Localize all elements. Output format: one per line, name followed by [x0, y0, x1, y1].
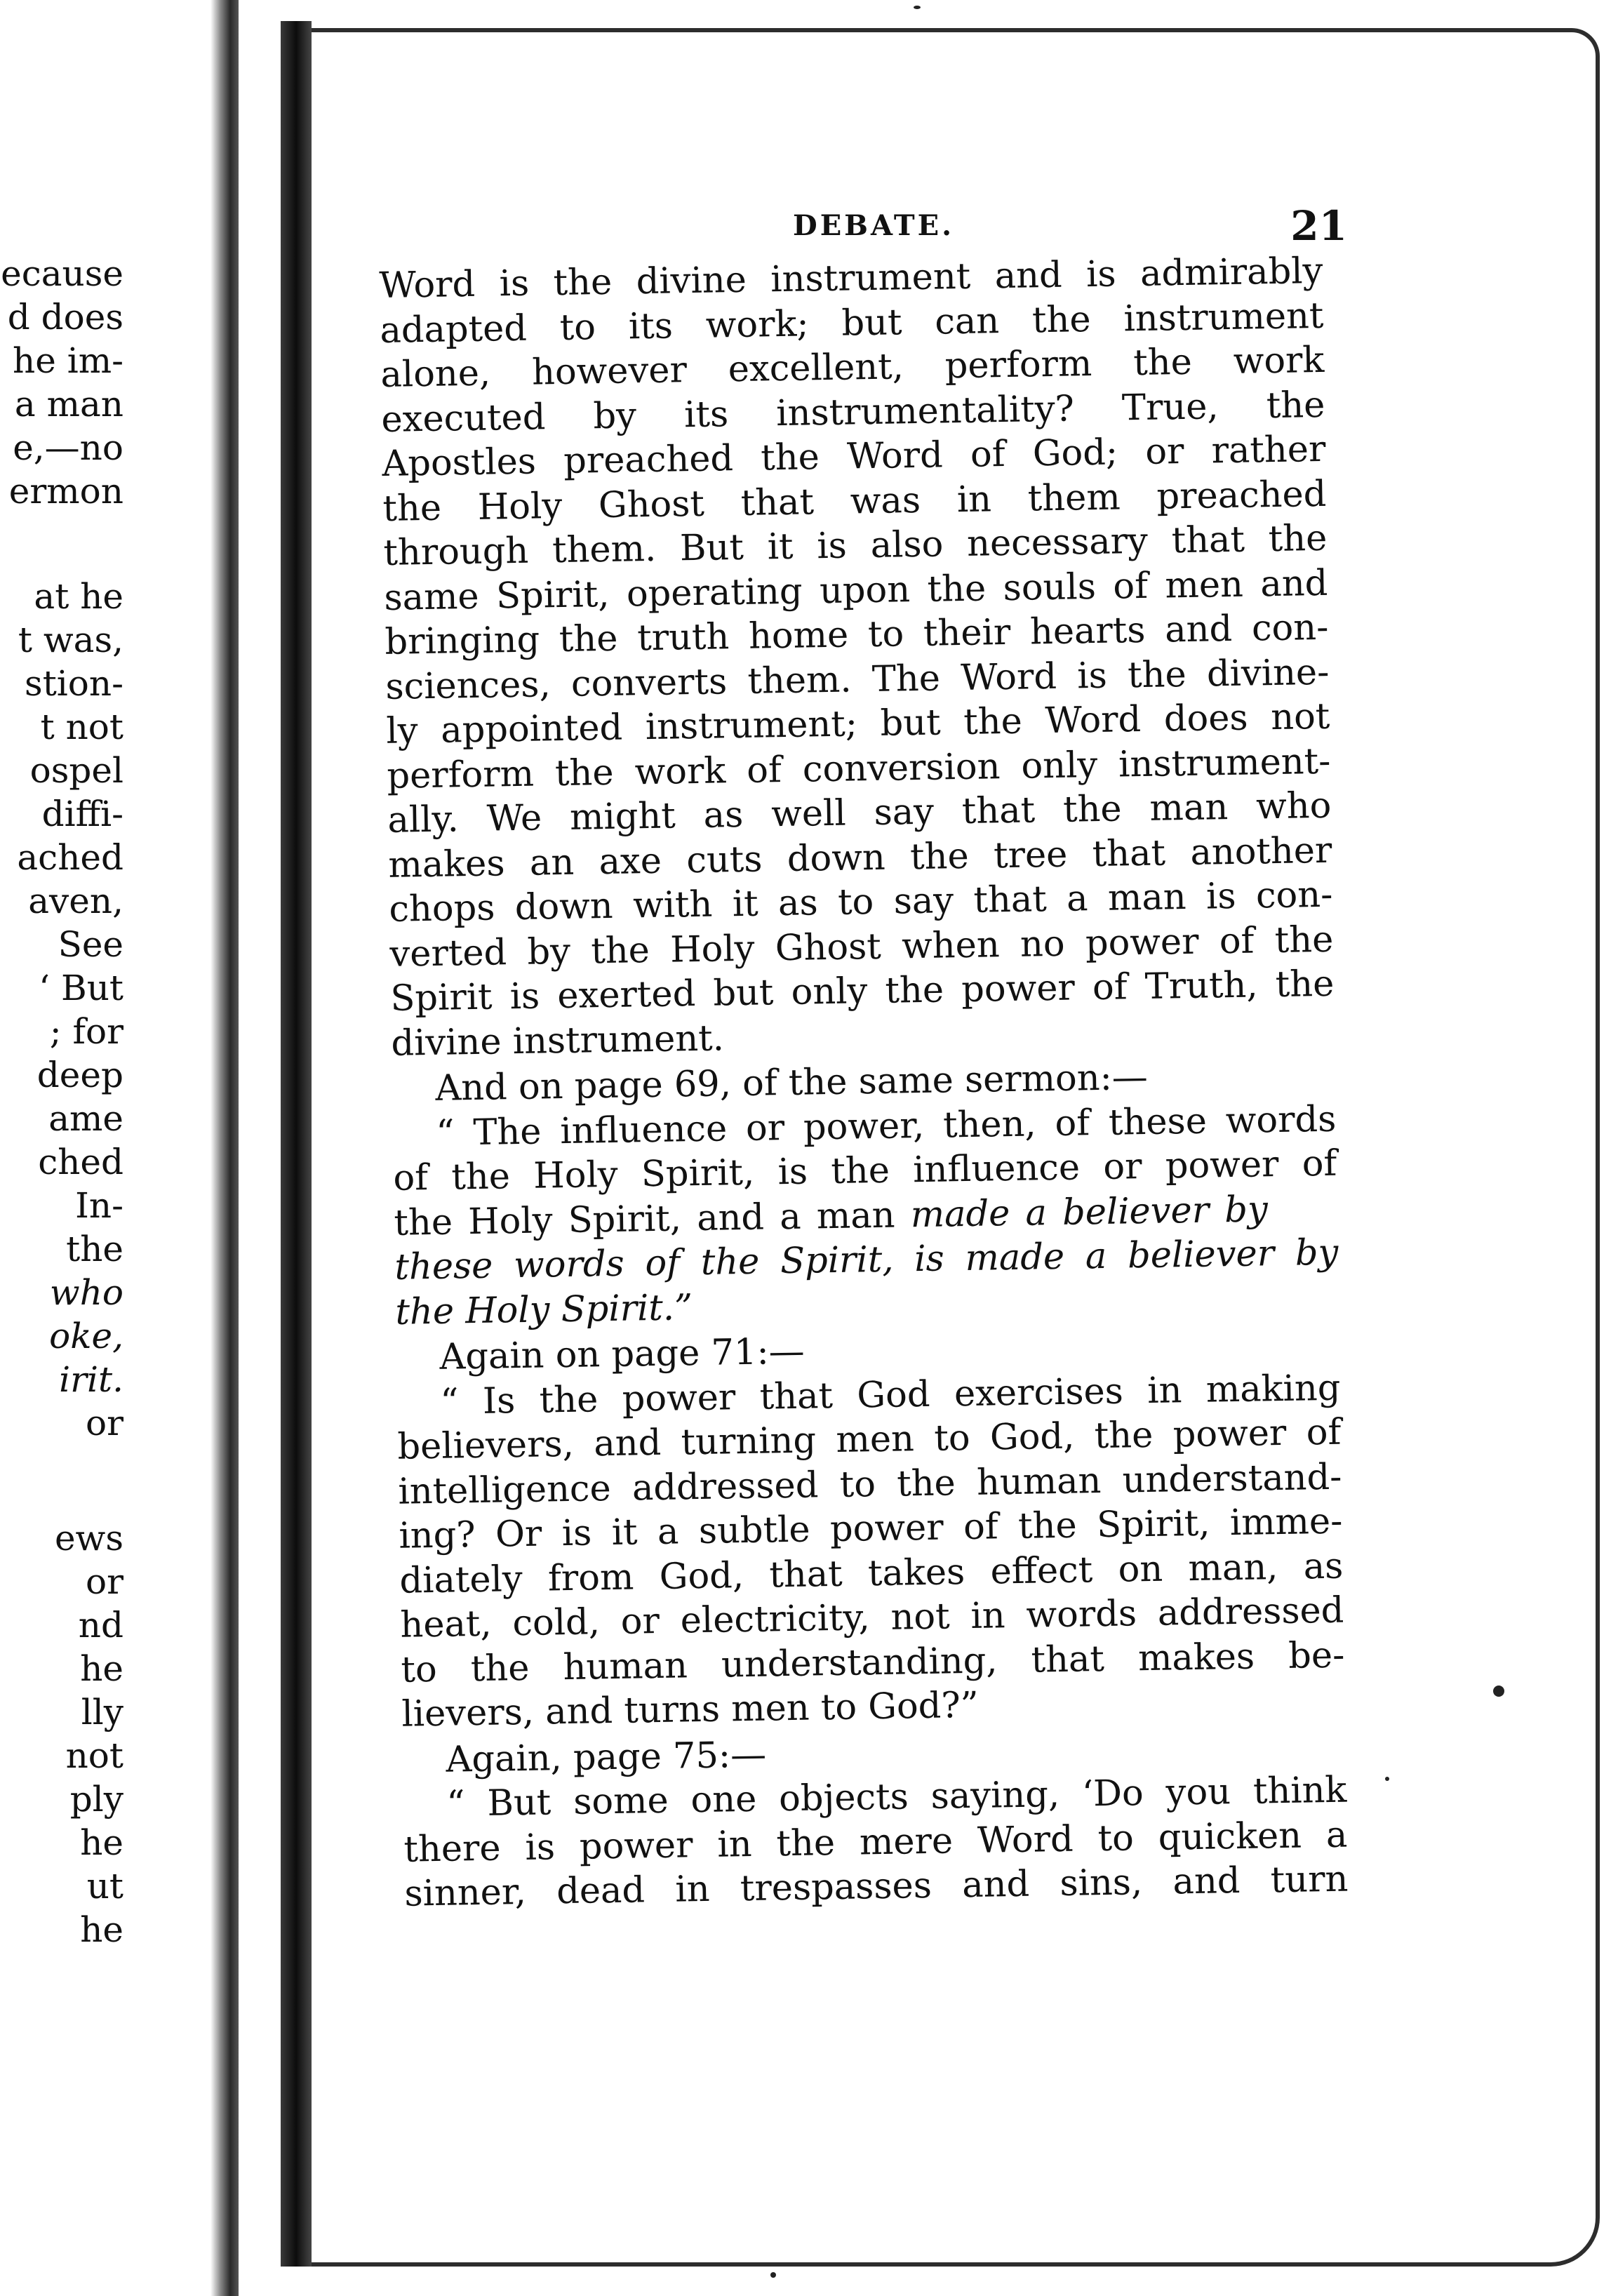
- left-page-fragment: stion-: [25, 663, 123, 704]
- left-facing-page: [0, 211, 140, 2035]
- quote-line: “ Is the power that God exercises in making: [440, 1367, 1341, 1423]
- left-page-fragment: ecause: [1, 253, 123, 294]
- left-page-fragment: ame: [48, 1098, 123, 1139]
- quote-line: “ The influence or power, then, of these words: [436, 1098, 1337, 1154]
- text-line: executed by its instrumentality? True, the: [381, 384, 1325, 441]
- left-page-fragment: ; for: [49, 1011, 123, 1052]
- book-spine-gutter: [281, 21, 312, 2267]
- left-page-fragment: ut: [86, 1866, 123, 1907]
- left-page-fragment: or: [85, 1561, 123, 1602]
- quote-line: sinner, dead in trespasses and sins, and turn: [404, 1858, 1349, 1915]
- quote-line: diately from God, that takes effect on man, as: [399, 1545, 1344, 1602]
- quote-segment: the Holy Spirit, and a man: [394, 1194, 895, 1244]
- text-line: chops down with it as to say that a man is con-: [388, 874, 1333, 930]
- text-line: alone, however excellent, perform the work: [380, 339, 1325, 396]
- left-page-fragment: oke,: [49, 1316, 123, 1356]
- text-line: ally. We might as well say that the man who: [387, 785, 1332, 841]
- right-page: [337, 196, 1347, 2021]
- quote-line: “ But some one objects saying, ‘Do you think: [446, 1769, 1347, 1825]
- text-line: Again, page 75:—: [446, 1734, 767, 1781]
- left-page-fragment: t was,: [18, 620, 123, 660]
- left-page-fragment: a man: [14, 384, 123, 425]
- italic-quote-segment: made a believer by: [910, 1188, 1269, 1236]
- left-page-fragment: he im-: [13, 340, 123, 381]
- left-page-fragment: who: [49, 1272, 123, 1313]
- text-line: perform the work of conversion only instrument-: [387, 740, 1331, 797]
- page-body-text: [379, 249, 1349, 1916]
- left-page-fragment: the: [66, 1229, 123, 1269]
- italic-quote-line: these words of the Spirit, is made a believer by: [394, 1232, 1339, 1288]
- quote-line: ing? Or is it a subtle power of the Spirit, imme-: [399, 1500, 1343, 1557]
- left-page-fragment: t not: [40, 707, 123, 747]
- text-line: Apostles preached the Word of God; or rather: [382, 428, 1326, 485]
- left-page-fragment: ached: [17, 837, 123, 878]
- left-page-fragment: d does: [7, 297, 123, 338]
- page-number: 21: [1290, 202, 1347, 250]
- binding-shadow: [210, 0, 239, 2296]
- quote-line: intelligence addressed to the human understand-: [398, 1456, 1342, 1513]
- text-line: same Spirit, operating upon the souls of men and: [384, 562, 1328, 619]
- left-page-fragment: ospel: [29, 750, 123, 791]
- text-line: sciences, converts them. The Word is the divine-: [385, 651, 1330, 708]
- left-page-fragment: In-: [75, 1185, 123, 1226]
- text-line: adapted to its work; but can the instrument: [380, 295, 1324, 352]
- quote-line: there is power in the mere Word to quicken a: [403, 1814, 1348, 1871]
- text-line: ly appointed instrument; but the Word does not: [386, 695, 1330, 752]
- left-page-fragment: ermon: [8, 471, 123, 512]
- left-page-fragment: or: [85, 1403, 123, 1443]
- quote-line: believers, and turning men to God, the power of: [397, 1411, 1342, 1468]
- ink-speck: [914, 6, 921, 9]
- ink-speck: [1493, 1686, 1504, 1697]
- left-page-fragment: diffi-: [41, 794, 123, 834]
- text-line: Again on page 71:—: [439, 1330, 806, 1378]
- quote-line: heat, cold, or electricity, not in words addressed: [400, 1589, 1344, 1646]
- text-line: And on page 69, of the same sermon:—: [435, 1056, 1149, 1109]
- text-line: makes an axe cuts down the tree that another: [387, 829, 1332, 886]
- left-page-fragment: lly: [81, 1692, 123, 1733]
- text-line: verted by the Holy Ghost when no power of the: [389, 919, 1334, 975]
- left-page-fragment: not: [65, 1735, 123, 1776]
- left-page-fragment: he: [80, 1909, 123, 1950]
- left-page-fragment: he: [80, 1822, 123, 1863]
- text-line: through them. But it is also necessary that the: [383, 517, 1328, 574]
- running-head: DEBATE.: [793, 209, 955, 242]
- left-page-fragment: ews: [54, 1518, 123, 1559]
- left-page-fragment: See: [58, 924, 123, 965]
- text-line: bringing the truth home to their hearts and con-: [385, 606, 1329, 663]
- quote-line: of the Holy Spirit, is the influence or power of: [393, 1142, 1337, 1199]
- left-page-fragment: at he: [34, 576, 123, 617]
- quote-line: to the human understanding, that makes be-: [401, 1634, 1345, 1691]
- text-line: Word is the divine instrument and is admirably: [379, 250, 1323, 307]
- left-page-fragment: ‘ But: [39, 968, 123, 1008]
- quote-line: lievers, and turns men to God?”: [401, 1684, 980, 1735]
- text-line: divine instrument.: [390, 1017, 725, 1064]
- text-line: Spirit is exerted but only the power of Truth, the: [389, 963, 1335, 1020]
- ink-speck: [1385, 1777, 1389, 1781]
- text-line: the Holy Ghost that was in them preached: [382, 473, 1327, 530]
- left-page-fragment: ched: [38, 1142, 123, 1182]
- left-page-fragment: deep: [36, 1055, 123, 1095]
- left-page-fragment: ply: [69, 1779, 123, 1820]
- left-page-fragment: he: [80, 1648, 123, 1689]
- left-page-fragment: aven,: [28, 881, 123, 921]
- left-page-fragment: e,—no: [13, 427, 123, 468]
- ink-speck: [770, 2272, 776, 2278]
- left-page-fragment: nd: [78, 1605, 123, 1646]
- left-page-fragment: irit.: [59, 1359, 123, 1400]
- italic-quote-line: the Holy Spirit.”: [395, 1286, 693, 1333]
